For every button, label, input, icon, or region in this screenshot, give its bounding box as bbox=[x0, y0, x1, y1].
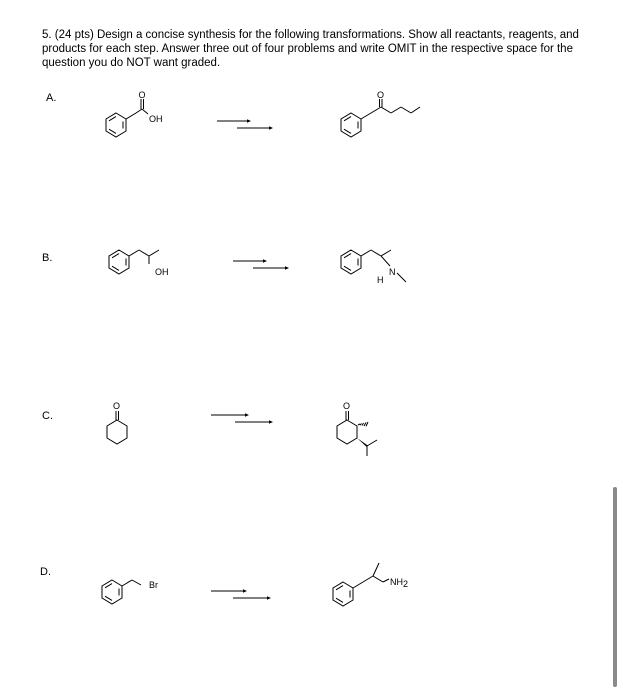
scrollbar[interactable] bbox=[613, 487, 617, 687]
problem-c-arrow bbox=[211, 412, 273, 426]
problem-b-label: B. bbox=[42, 252, 53, 264]
problem-b-product bbox=[330, 240, 420, 290]
amine-n: N bbox=[389, 267, 396, 277]
problem-c-product bbox=[333, 398, 403, 470]
problem-d-reactant bbox=[95, 572, 175, 612]
problem-c-reactant bbox=[100, 398, 150, 458]
problem-b-reactant bbox=[98, 240, 188, 290]
amine-nh: NH bbox=[390, 577, 403, 587]
ketone-o: O bbox=[377, 90, 385, 100]
problem-d-product bbox=[323, 555, 423, 615]
question-text: 5. (24 pts) Design a concise synthesis for the following transformations. Show all reactants, reagents, and products for each step. Answer three out of four problems and write OMIT in the respective space for the question you do NOT want graded. bbox=[42, 29, 579, 69]
cyclohexanone-o: O bbox=[113, 401, 121, 411]
problem-d-arrow bbox=[211, 588, 271, 602]
product-ketone-o: O bbox=[343, 401, 351, 411]
svg-text:NH2 bbox=[390, 577, 408, 589]
wedge-bond bbox=[357, 438, 368, 447]
problem-a-reactant bbox=[95, 88, 185, 143]
problem-a-arrow bbox=[217, 118, 273, 132]
amine-subscript: 2 bbox=[403, 579, 409, 589]
problem-c-label: C. bbox=[42, 410, 53, 422]
bromine-br: Br bbox=[149, 580, 158, 590]
problem-a-product bbox=[330, 88, 440, 143]
alcohol-oh: OH bbox=[155, 267, 169, 277]
carbonyl-o: O bbox=[138, 90, 146, 100]
amine-h: H bbox=[377, 275, 384, 285]
problem-b-arrow bbox=[233, 258, 289, 272]
hydroxyl-oh: OH bbox=[149, 114, 163, 124]
problem-d-label: D. bbox=[40, 566, 51, 578]
problem-a-label: A. bbox=[46, 92, 57, 104]
